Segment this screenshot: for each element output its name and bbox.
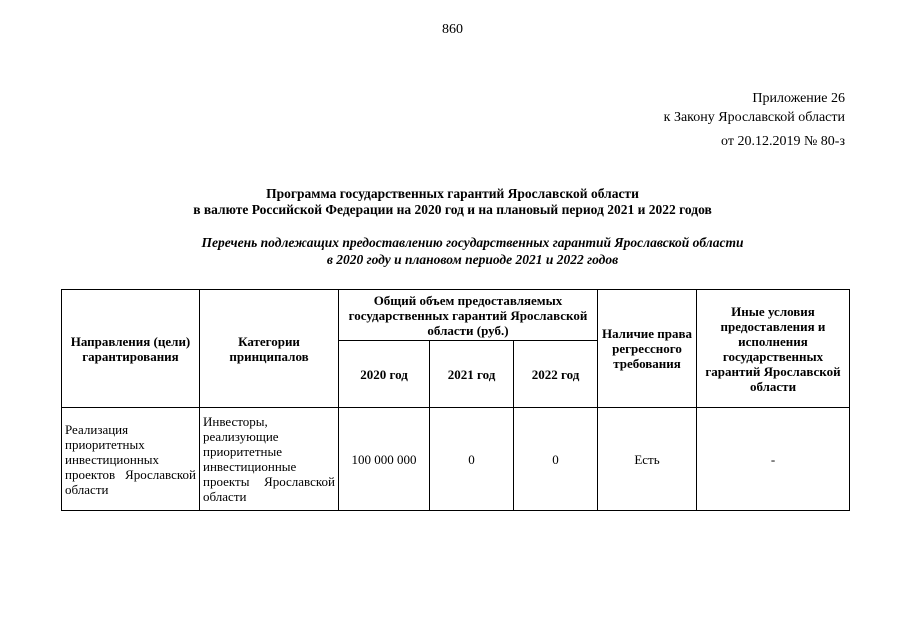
- header-year-2021: 2021 год: [430, 341, 514, 408]
- page-number: 860: [442, 22, 463, 37]
- header-categories: Категории принципалов: [200, 290, 339, 408]
- document-title-line-2: в валюте Российской Федерации на 2020 год и на плановый период 2021 и 2022 годов: [193, 202, 712, 217]
- header-total-volume: Общий объем предоставляемых государственных гарантий Ярославской области (руб.): [339, 290, 598, 341]
- cell-categories: Инвесторы, реализующие приоритетные инвестиционные проекты Ярославской области: [200, 408, 339, 511]
- header-recourse: Наличие права регрессного требования: [598, 290, 697, 408]
- document-title-line-1: Программа государственных гарантий Ярославской области: [266, 186, 639, 201]
- table-caption-line-2: в 2020 году и плановом периоде 2021 и 2022 годов: [326, 252, 619, 267]
- cell-other-conditions: -: [697, 408, 850, 511]
- cell-direction: Реализация приоритетных инвестиционных проектов Ярославской области: [62, 408, 200, 511]
- appendix-law-reference: к Закону Ярославской области: [663, 110, 845, 125]
- cell-year-2022: 0: [514, 408, 598, 511]
- appendix-label: Приложение 26: [752, 91, 845, 106]
- cell-recourse: Есть: [598, 408, 697, 511]
- appendix-law-date: от 20.12.2019 № 80-з: [721, 134, 845, 149]
- guarantees-table: [61, 289, 850, 511]
- header-direction: Направления (цели) гарантирования: [62, 290, 200, 408]
- header-year-2022: 2022 год: [514, 341, 598, 408]
- table-caption-line-1: Перечень подлежащих предоставлению государственных гарантий Ярославской области: [201, 235, 744, 250]
- cell-year-2020: 100 000 000: [339, 408, 430, 511]
- cell-year-2021: 0: [430, 408, 514, 511]
- header-other-conditions: Иные условия предоставления и исполнения государственных гарантий Ярославской области: [697, 290, 850, 408]
- table-row: [62, 408, 850, 511]
- header-year-2020: 2020 год: [339, 341, 430, 408]
